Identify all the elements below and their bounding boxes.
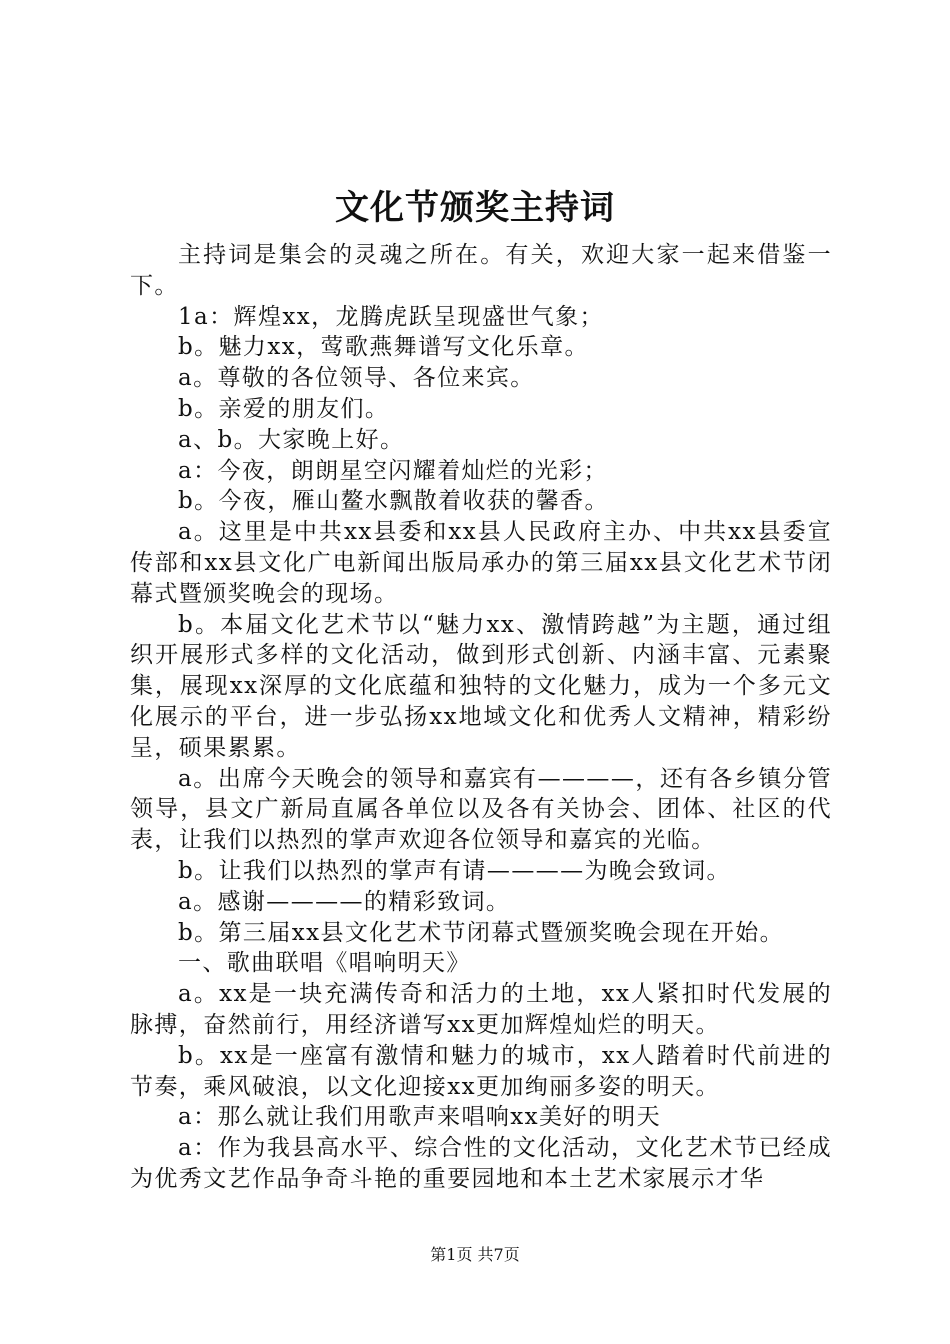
paragraph: a、b。大家晚上好。 bbox=[178, 426, 405, 453]
paragraph: a。出席今天晚会的领导和嘉宾有————，还有各乡镇分管领导，县文广新局直属各单位以及各有关协会、团体、社区的代表，让我们以热烈的掌声欢迎各位领导和嘉宾的光临。 bbox=[130, 765, 832, 854]
paragraph: b。魅力xx，莺歌燕舞谱写文化乐章。 bbox=[178, 334, 589, 361]
document-body bbox=[130, 240, 832, 1195]
paragraph: b。今夜，雁山鳌水飘散着收获的馨香。 bbox=[178, 488, 609, 515]
paragraph: b。亲爱的朋友们。 bbox=[178, 395, 390, 422]
section-heading: 一、歌曲联唱《唱响明天》 bbox=[178, 950, 471, 977]
paragraph: a：那么就让我们用歌声来唱响xx美好的明天 bbox=[178, 1104, 662, 1131]
paragraph: a：今夜，朗朗星空闪耀着灿烂的光彩； bbox=[178, 457, 608, 484]
paragraph: a。尊敬的各位领导、各位来宾。 bbox=[178, 365, 535, 392]
paragraph: a。感谢————的精彩致词。 bbox=[178, 888, 511, 915]
page-footer: 第1页 共7页 bbox=[430, 1245, 520, 1264]
paragraph: b。xx是一座富有激情和魅力的城市，xx人踏着时代前进的节奏，乘风破浪，以文化迎接xx更加绚丽多姿的明天。 bbox=[130, 1042, 832, 1100]
paragraph: b。让我们以热烈的掌声有请————为晚会致词。 bbox=[178, 857, 731, 884]
paragraph: a。xx是一块充满传奇和活力的土地，xx人紧扣时代发展的脉搏，奋然前行，用经济谱写xx更加辉煌灿烂的明天。 bbox=[130, 981, 832, 1038]
paragraph: a。这里是中共xx县委和xx县人民政府主办、中共xx县委宣传部和xx县文化广电新闻出版局承办的第三届xx县文化艺术节闭幕式暨颁奖晚会的现场。 bbox=[130, 519, 832, 607]
paragraph: b。第三届xx县文化艺术节闭幕式暨颁奖晚会现在开始。 bbox=[178, 919, 785, 946]
paragraph: 1a：辉煌xx，龙腾虎跃呈现盛世气象； bbox=[178, 303, 604, 330]
paragraph: a：作为我县高水平、综合性的文化活动，文化艺术节已经成为优秀文艺作品争奇斗艳的重要园地和本土艺术家展示才华 bbox=[130, 1135, 832, 1192]
paragraph: b。本届文化艺术节以“魅力xx、激情跨越”为主题，通过组织开展形式多样的文化活动，做到形式创新、内涵丰富、元素聚集，展现xx深厚的文化底蕴和独特的文化魅力，成为一个多元文化展示的平台，进一步弘扬xx地域文化和优秀人文精神，精彩纷呈，硕果累累。 bbox=[130, 611, 832, 761]
paragraph: 主持词是集会的灵魂之所在。有关，欢迎大家一起来借鉴一下。 bbox=[130, 242, 832, 299]
document-title: 文化节颁奖主持词 bbox=[335, 188, 615, 228]
